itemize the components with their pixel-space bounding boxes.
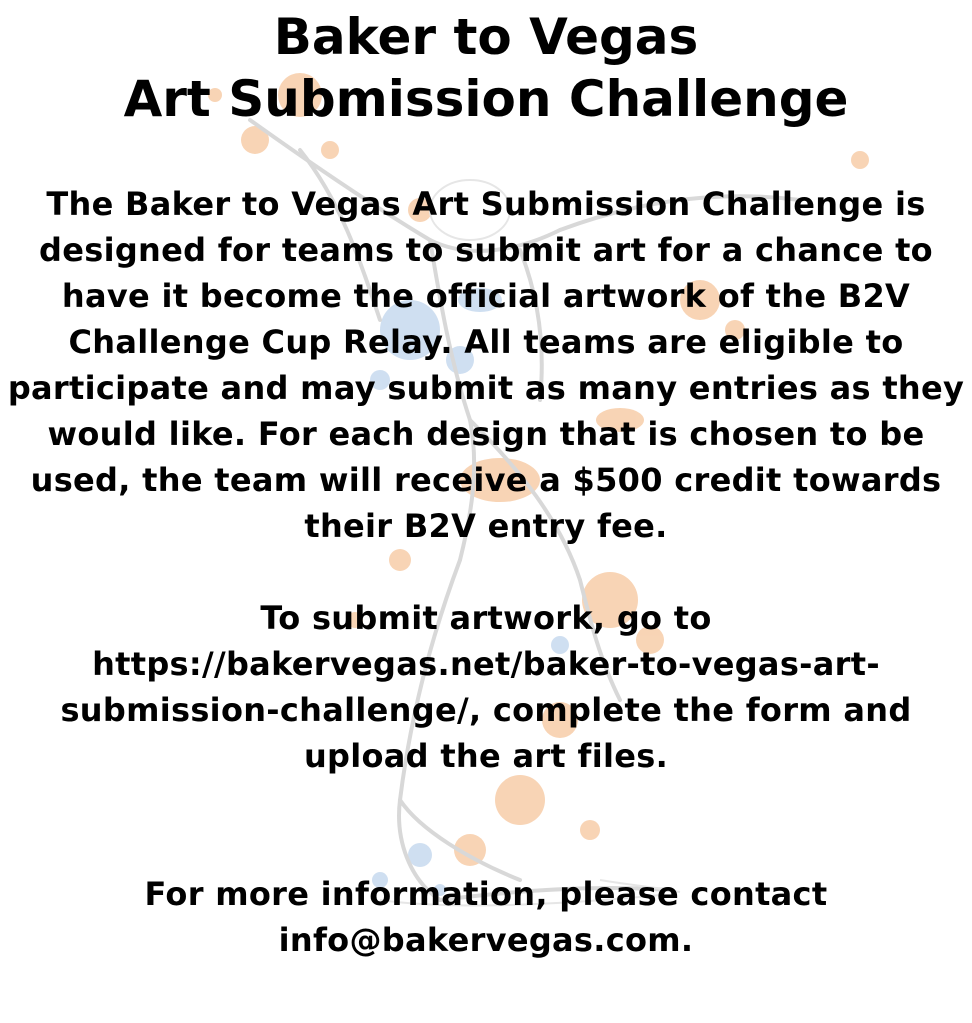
page-title	[0, 0, 972, 130]
contact-paragraph: For more information, please contact info@bakervegas.com.	[144, 875, 828, 959]
description-paragraph: The Baker to Vegas Art Submission Challenge is designed for teams to submit art for a chance to have it become the official artwork of the B2V Challenge Cup Relay. All teams are eligible to participate and may submit as many entries as they would like. For each design that is chosen to be used, the team will receive a $500 credit towards their B2V entry fee.	[7, 185, 965, 545]
title-line-1: Baker to Vegas	[273, 8, 699, 66]
title-line-2: Art Submission Challenge	[123, 70, 849, 128]
submit-instructions-paragraph: To submit artwork, go to https://bakervegas.net/baker-to-vegas-art-submission-challenge/, complete the form and upload the art files.	[60, 599, 912, 775]
